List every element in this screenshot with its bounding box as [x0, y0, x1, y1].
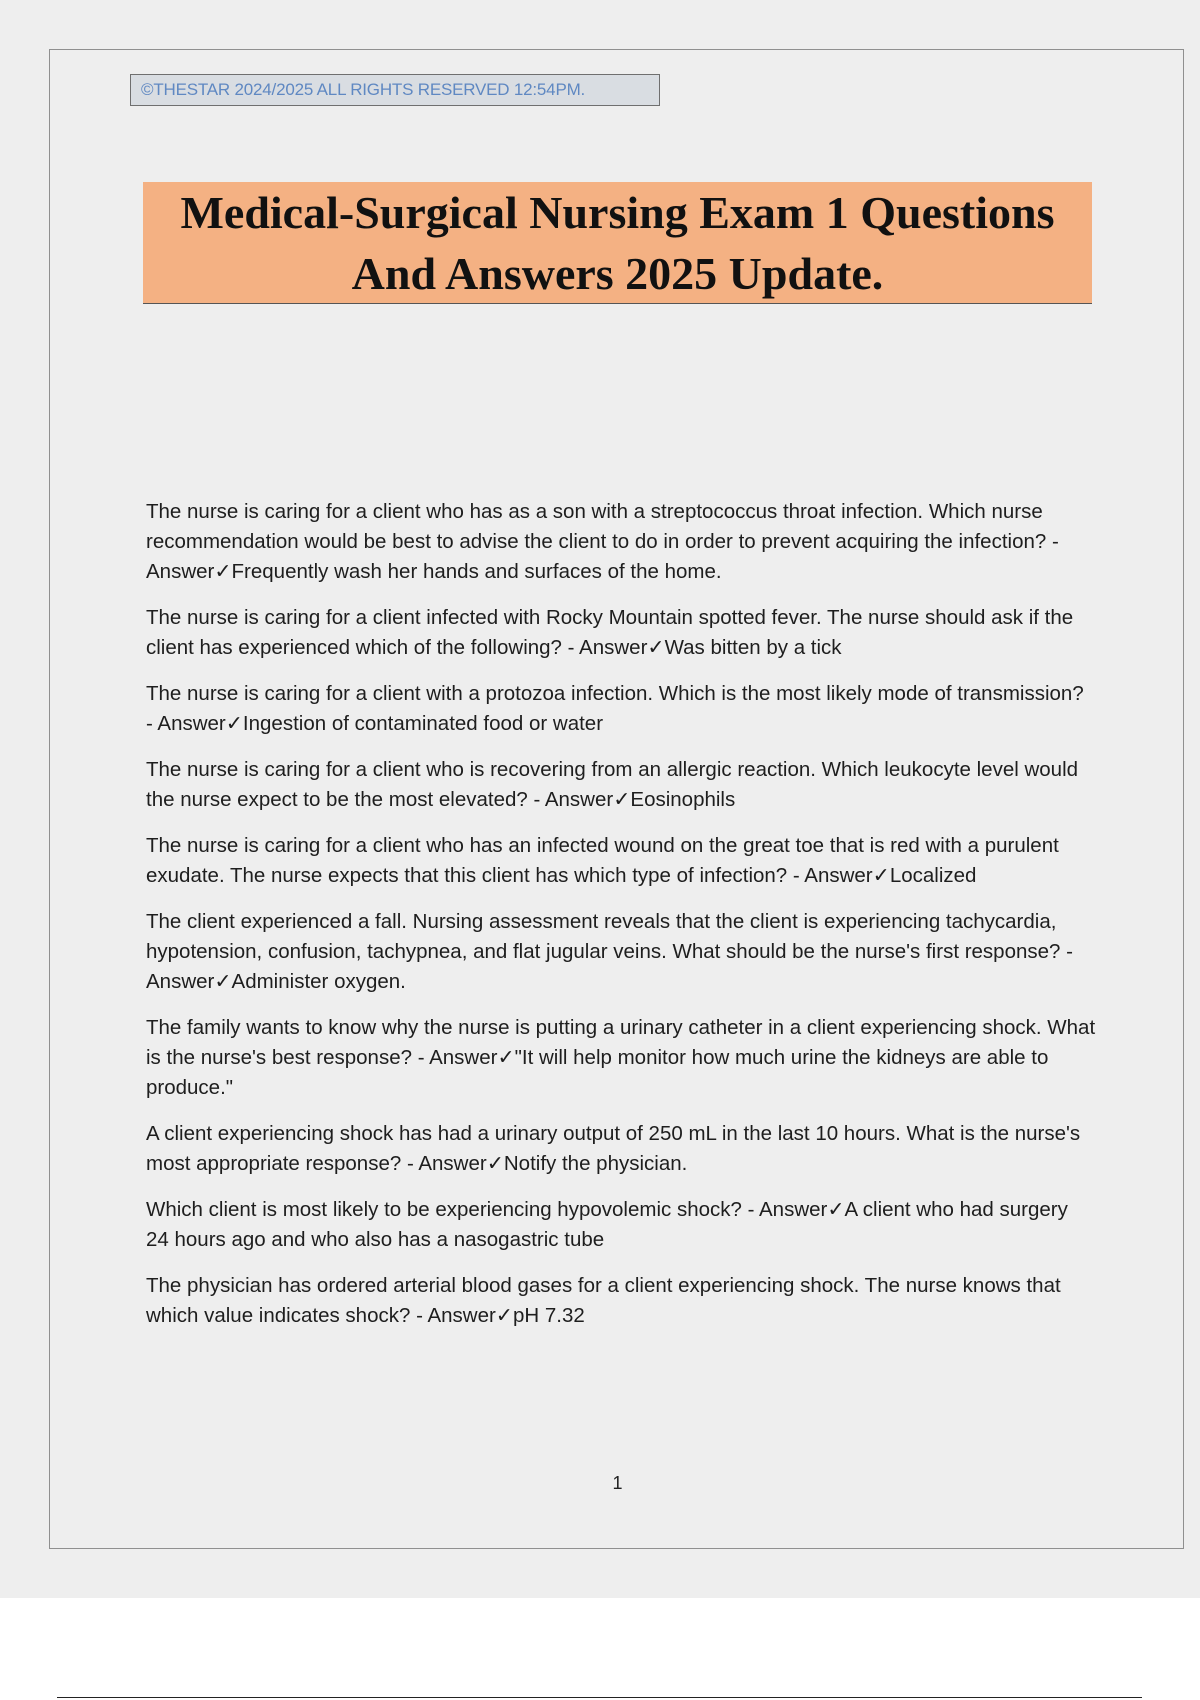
qa-item-10: The physician has ordered arterial blood gases for a client experiencing shock. The nurse knows that which value indicates shock? - Answer✓pH 7.32: [146, 1274, 1061, 1327]
qa-item-8: A client experiencing shock has had a urinary output of 250 mL in the last 10 hours. What is the nurse's most appropriate response? - Answer✓Notify the physician.: [146, 1122, 1081, 1175]
page-number: 1: [612, 1473, 623, 1493]
document-title: [180, 182, 1054, 304]
title-line-2: And Answers 2025 Update.: [351, 247, 884, 299]
qa-item-9: Which client is most likely to be experiencing hypovolemic shock? - Answer✓A client who had surgery 24 hours ago and who also has a nasogastric tube: [146, 1198, 1068, 1251]
qa-item-5: The nurse is caring for a client who has an infected wound on the great toe that is red with a purulent exudate. The nurse expects that this client has which type of infection? - Answer✓Localized: [146, 834, 1059, 887]
copyright-header: [130, 74, 660, 106]
qa-item-2: The nurse is caring for a client infected with Rocky Mountain spotted fever. The nurse should ask if the client has experienced which of the following? - Answer✓Was bitten by a tick: [146, 606, 1074, 659]
qa-item-6: The client experienced a fall. Nursing assessment reveals that the client is experiencing tachycardia, hypotension, confusion, tachypnea, and flat jugular veins. What should be the nurse's first response? - Answer✓Administer oxygen.: [146, 910, 1073, 993]
question-answer-list: [146, 497, 1096, 1347]
qa-item-7: The family wants to know why the nurse is putting a urinary catheter in a client experiencing shock. What is the nurse's best response? - Answer✓"It will help monitor how much urine the kidneys are able to produce.": [146, 1016, 1096, 1099]
title-line-1: Medical-Surgical Nursing Exam 1 Questions: [180, 186, 1055, 238]
qa-item-4: The nurse is caring for a client who is recovering from an allergic reaction. Which leukocyte level would the nurse expect to be the most elevated? - Answer✓Eosinophils: [146, 758, 1079, 811]
qa-item-3: The nurse is caring for a client with a protozoa infection. Which is the most likely mode of transmission? - Answer✓Ingestion of contaminated food or water: [146, 682, 1084, 735]
footer-divider: [57, 1697, 1142, 1698]
copyright-text: ©THESTAR 2024/2025 ALL RIGHTS RESERVED 12:54PM.: [141, 80, 586, 99]
document-title-banner: [143, 182, 1092, 304]
qa-item-1: The nurse is caring for a client who has as a son with a streptococcus throat infection. Which nurse recommendation would be best to advise the client to do in order to prevent acquiring the infection? - Answer✓Frequently wash her hands and surfaces of the home.: [146, 500, 1059, 583]
